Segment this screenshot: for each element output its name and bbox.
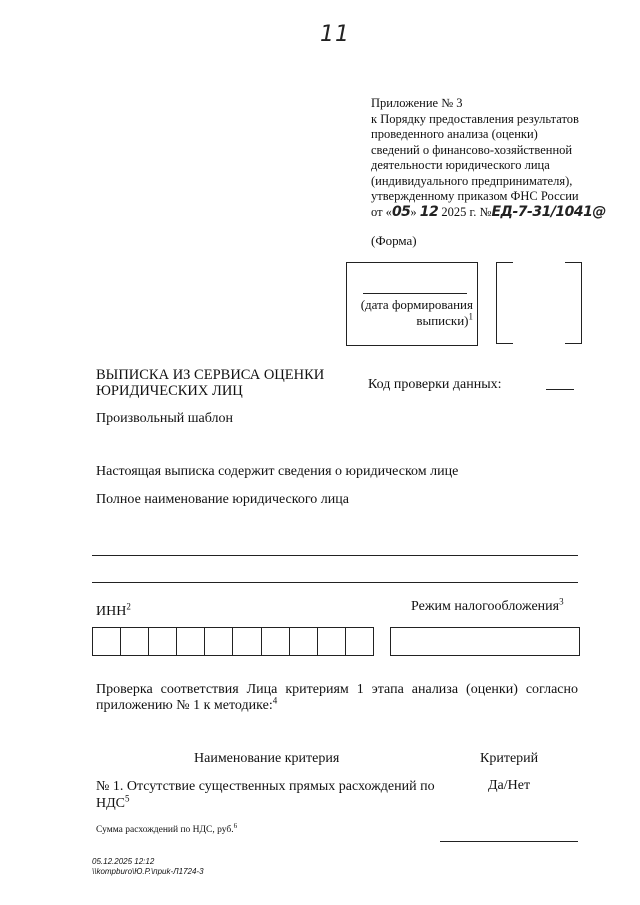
inn-label: ИНН$^2$	[96, 601, 131, 619]
date-line	[363, 293, 467, 294]
inn-cell[interactable]	[205, 628, 233, 655]
check-code-label: Код проверки данных:	[368, 377, 502, 392]
full-name-line-1	[92, 555, 578, 556]
template-label: Произвольный шаблон	[96, 411, 233, 426]
inn-cell[interactable]	[346, 628, 373, 655]
full-name-line-2	[92, 582, 578, 583]
order-day: 05	[391, 203, 411, 220]
page-number: 11	[320, 22, 350, 47]
order-month: 12	[419, 203, 439, 220]
check-code-line	[546, 389, 574, 390]
vat-sum-line	[440, 841, 578, 842]
tax-regime-box[interactable]	[390, 627, 580, 656]
appendix-line: к Порядку предоставления результатов	[371, 111, 579, 126]
date-label: (дата формирования выписки)$^1$	[360, 297, 473, 328]
criteria-col-value: Критерий	[480, 751, 539, 766]
appendix-header	[371, 96, 621, 220]
order-number: ЕД-7-31/1041@	[491, 203, 606, 220]
form-label: (Форма)	[371, 233, 417, 248]
inn-cell[interactable]	[149, 628, 177, 655]
date-box	[346, 262, 478, 346]
criteria-col-name: Наименование критерия	[194, 751, 340, 766]
appendix-line: (индивидуального предпринимателя),	[371, 173, 573, 188]
appendix-line: утвержденному приказом ФНС России	[371, 189, 579, 203]
criterion-1-value: Да/Нет	[488, 778, 531, 793]
order-date-line: от «05» 12 2025 г. №ЕД-7-31/1041@	[371, 203, 606, 220]
qr-bracket-right	[565, 262, 582, 344]
tax-regime-label: Режим налогообложения$^3$	[411, 596, 564, 614]
inn-cell[interactable]	[262, 628, 290, 655]
appendix-line: проведенного анализа (оценки)	[371, 127, 538, 141]
qr-bracket-left	[496, 262, 513, 344]
inn-cell[interactable]	[233, 628, 261, 655]
inn-cell[interactable]	[121, 628, 149, 655]
inn-cells	[92, 627, 374, 656]
inn-cell[interactable]	[93, 628, 121, 655]
statement: Настоящая выписка содержит сведения о юридическом лице	[96, 464, 459, 479]
full-name-label: Полное наименование юридического лица	[96, 492, 349, 507]
appendix-line: сведений о финансово-хозяйственной	[371, 142, 573, 157]
vat-sum-label: Сумма расхождений по НДС, руб.$^6$	[96, 821, 238, 835]
criteria-intro: Проверка соответствия Лица критериям 1 этапа анализа (оценки) согласно приложению № 1 к методике:$^4$	[96, 682, 578, 713]
inn-cell[interactable]	[318, 628, 346, 655]
appendix-line: Приложение № 3	[371, 96, 463, 110]
document-title: ВЫПИСКА ИЗ СЕРВИСА ОЦЕНКИ ЮРИДИЧЕСКИХ ЛИЦ	[96, 367, 325, 399]
inn-cell[interactable]	[290, 628, 318, 655]
footer-stamp: 05.12.2025 12:12 \\kompburo\Ю.Р.\приk-Л1724-3	[92, 857, 204, 876]
criterion-1: № 1. Отсутствие существенных прямых расхождений по НДС$^5$	[96, 779, 435, 811]
appendix-line: деятельности юридического лица	[371, 158, 550, 172]
inn-cell[interactable]	[177, 628, 205, 655]
